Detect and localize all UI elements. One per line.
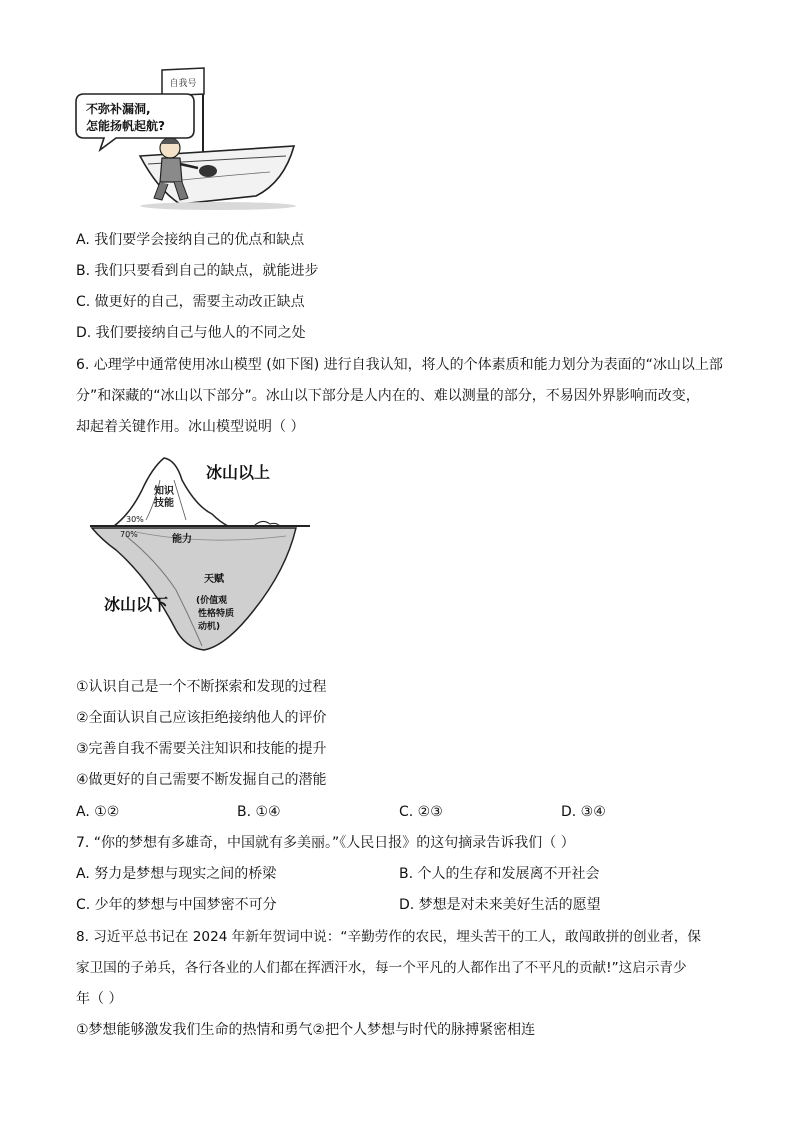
- iceberg-values-line2: 性格特质: [198, 609, 235, 619]
- q6-option-d: D. ③④: [561, 804, 606, 820]
- iceberg-values-line1: (价值观: [196, 596, 228, 606]
- q8-stem-line3: 年（ ）: [76, 991, 123, 1007]
- q8-stem-line2: 家卫国的子弟兵，各行各业的人们都在挥洒汗水，每一个平凡的人都作出了不平凡的贡献!”这启示青少: [76, 960, 687, 976]
- flag-text: 自我号: [169, 79, 197, 89]
- q6-option-c: C. ②③: [399, 804, 443, 820]
- q5-option-c: C. 做更好的自己，需要主动改正缺点: [76, 294, 305, 310]
- q6-statement-2: ②全面认识自己应该拒绝接纳他人的评价: [76, 710, 327, 726]
- q6-stem-line2: 分”和深藏的“冰山以下部分”。冰山以下部分是人内在的、难以测量的部分，不易因外界影响而改变，: [76, 388, 700, 404]
- bubble-line1: 不弥补漏洞,: [86, 102, 151, 116]
- q6-statement-3: ③完善自我不需要关注知识和技能的提升: [76, 741, 327, 757]
- iceberg-below-label: 冰山以下: [104, 595, 169, 614]
- iceberg-values-line3: 动机): [198, 622, 221, 632]
- iceberg-diagram: [86, 450, 316, 660]
- bubble-line2: 怎能扬帆起航?: [86, 119, 165, 133]
- q7-stem: 7. “你的梦想有多雄奇，中国就有多美丽。”《人民日报》的这句摘录告诉我们（ ）: [76, 835, 575, 851]
- q6-option-b: B. ①④: [237, 804, 281, 820]
- q7-option-d: D. 梦想是对未来美好生活的愿望: [399, 897, 601, 913]
- q8-stem-line1: 8. 习近平总书记在 2024 年新年贺词中说：“辛勤劳作的农民，埋头苦干的工人，敢闯敢拼的创业者，保: [76, 929, 701, 945]
- q5-option-d: D. 我们要接纳自己与他人的不同之处: [76, 325, 306, 341]
- iceberg-ability: 能力: [172, 534, 192, 545]
- iceberg-talent: 天赋: [204, 574, 224, 585]
- q7-option-a: A. 努力是梦想与现实之间的桥梁: [76, 866, 277, 882]
- q5-option-b: B. 我们只要看到自己的缺点，就能进步: [76, 263, 319, 279]
- q6-option-a: A. ①②: [76, 804, 120, 820]
- iceberg-top-line1: 知识: [154, 486, 174, 497]
- q5-option-a: A. 我们要学会接纳自己的优点和缺点: [76, 232, 305, 248]
- q6-statement-4: ④做更好的自己需要不断发掘自己的潜能: [76, 772, 327, 788]
- q6-statement-1: ①认识自己是一个不断探索和发现的过程: [76, 679, 327, 695]
- iceberg-pct-30: 30%: [126, 515, 144, 524]
- q6-stem-line1: 6. 心理学中通常使用冰山模型 (如下图) 进行自我认知，将人的个体素质和能力划分为表面的“冰山以上部: [76, 357, 723, 373]
- q7-option-c: C. 少年的梦想与中国梦密不可分: [76, 897, 277, 913]
- iceberg-above-label: 冰山以上: [206, 463, 271, 482]
- iceberg-top-line2: 技能: [154, 498, 174, 509]
- iceberg-pct-70: 70%: [120, 530, 138, 539]
- q8-statements: ①梦想能够激发我们生命的热情和勇气②把个人梦想与时代的脉搏紧密相连: [76, 1022, 536, 1038]
- q7-option-b: B. 个人的生存和发展离不开社会: [399, 866, 600, 882]
- q6-stem-line3: 却起着关键作用。冰山模型说明（ ）: [76, 419, 305, 435]
- boat-cartoon: [70, 64, 300, 220]
